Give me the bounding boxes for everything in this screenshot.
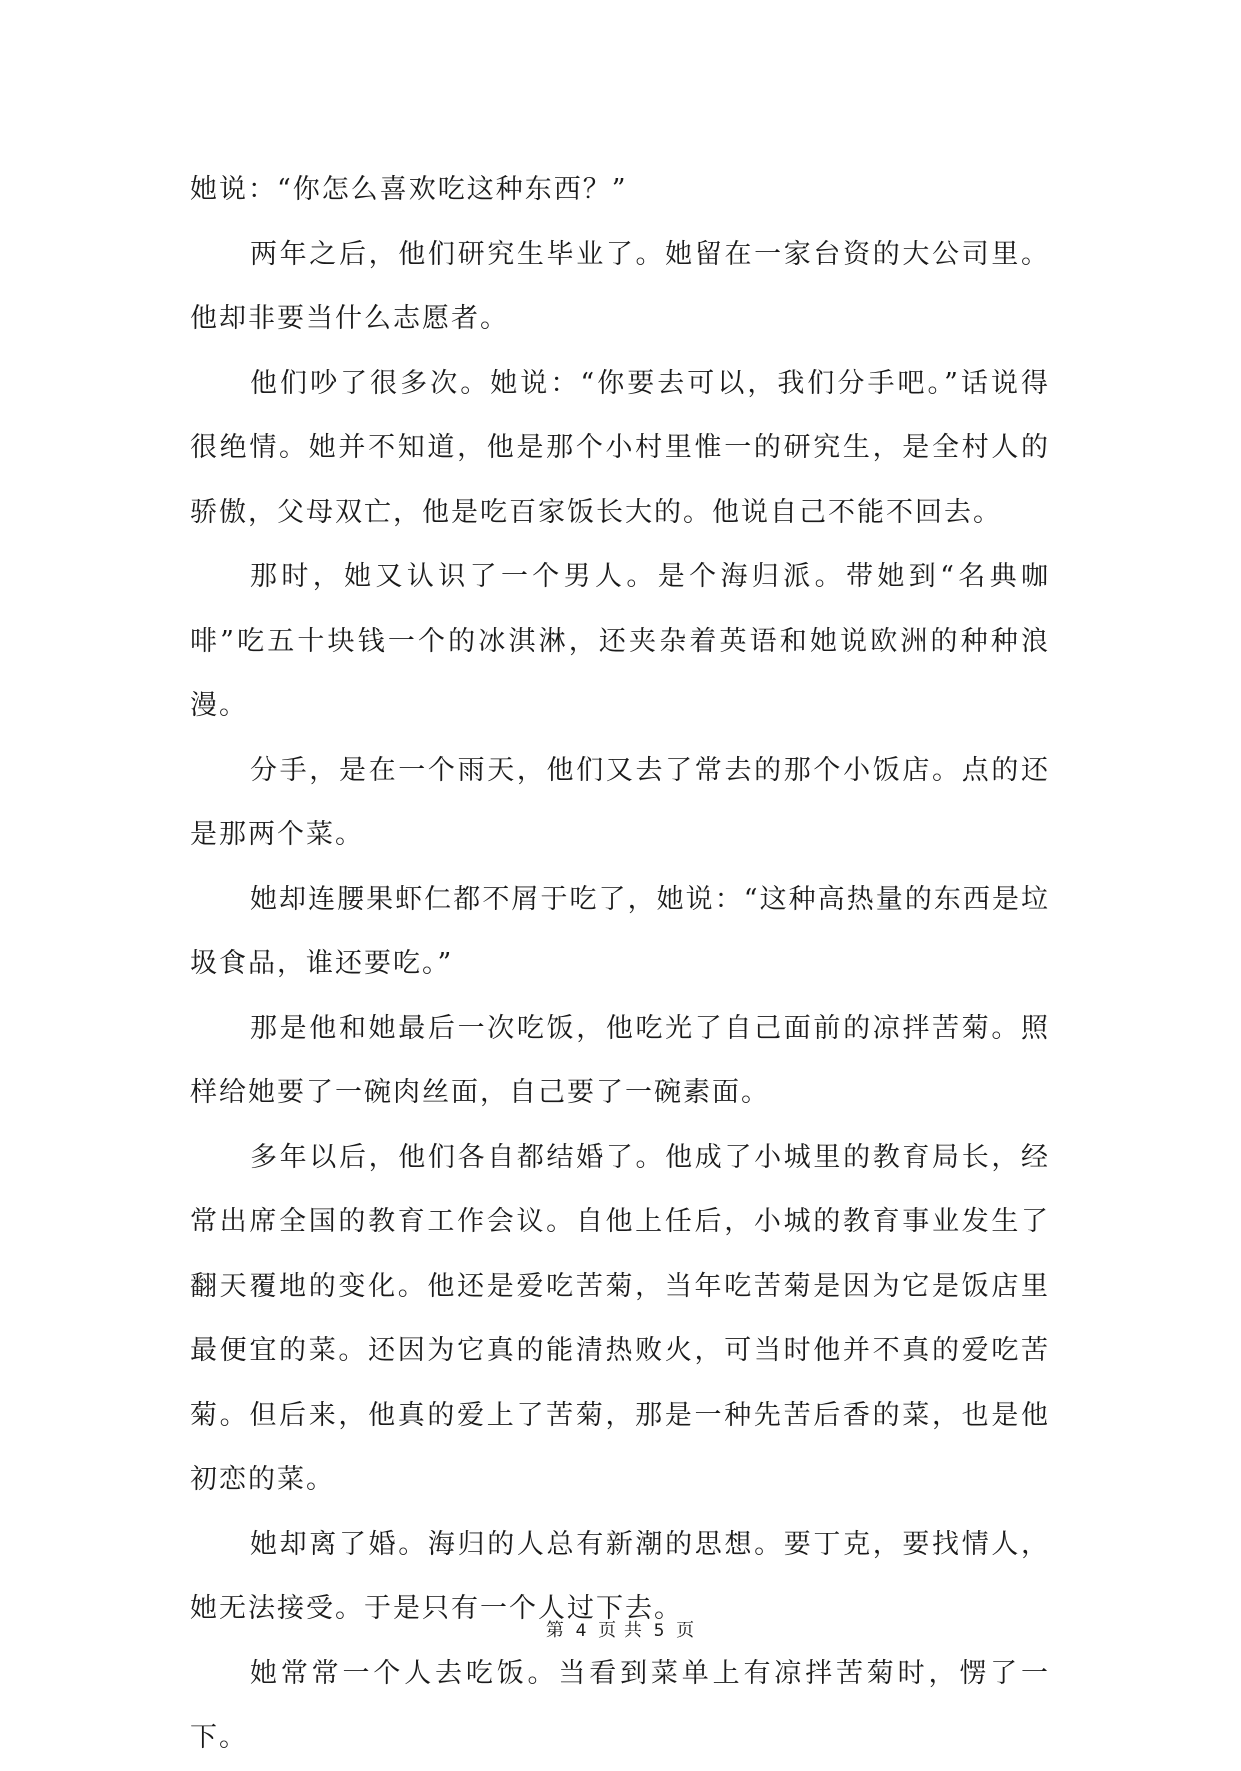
footer-suffix: 页 <box>676 1620 696 1641</box>
footer-prefix: 第 <box>545 1620 565 1641</box>
paragraph-10: 她常常一个人去吃饭。当看到菜单上有凉拌苦菊时，愣了一下。 <box>190 1657 1050 1753</box>
paragraph-9: 她却离了婚。海归的人总有新潮的思想。要丁克，要找情人，她无法接受。于是只有一个人过下去。 <box>190 1528 1050 1624</box>
footer-middle: 页 共 <box>598 1620 643 1641</box>
paragraph-5: 分手，是在一个雨天，他们又去了常去的那个小饭店。点的还是那两个菜。 <box>190 754 1050 850</box>
paragraph-7: 那是他和她最后一次吃饭，他吃光了自己面前的凉拌苦菊。照样给她要了一碗肉丝面，自己要了一碗素面。 <box>190 1012 1050 1108</box>
paragraph-2: 两年之后，他们研究生毕业了。她留在一家台资的大公司里。他却非要当什么志愿者。 <box>190 238 1050 334</box>
paragraph-8: 多年以后，他们各自都结婚了。他成了小城里的教育局长，经常出席全国的教育工作会议。自他上任后，小城的教育事业发生了翻天覆地的变化。他还是爱吃苦菊，当年吃苦菊是因为它是饭店里最便宜的菜。还因为它真的能清热败火，可当时他并不真的爱吃苦菊。但后来，他真的爱上了苦菊，那是一种先苦后香的菜，也是他初恋的菜。 <box>190 1141 1050 1495</box>
document-body <box>190 158 1050 1771</box>
paragraph-3: 他们吵了很多次。她说：“你要去可以，我们分手吧。”话说得很绝情。她并不知道，他是那个小村里惟一的研究生，是全村人的骄傲，父母双亡，他是吃百家饭长大的。他说自己不能不回去。 <box>190 367 1050 528</box>
paragraph-6: 她却连腰果虾仁都不屑于吃了，她说：“这种高热量的东西是垃圾食品，谁还要吃。” <box>190 883 1050 979</box>
paragraph-1: 她说：“你怎么喜欢吃这种东西？” <box>190 174 628 205</box>
paragraph-4: 那时，她又认识了一个男人。是个海归派。带她到“名典咖啡”吃五十块钱一个的冰淇淋，还夹杂着英语和她说欧洲的种种浪漫。 <box>190 561 1050 721</box>
footer-total-pages: 5 <box>653 1621 666 1641</box>
footer-page-number: 4 <box>575 1621 588 1641</box>
page-footer <box>0 1616 1241 1642</box>
